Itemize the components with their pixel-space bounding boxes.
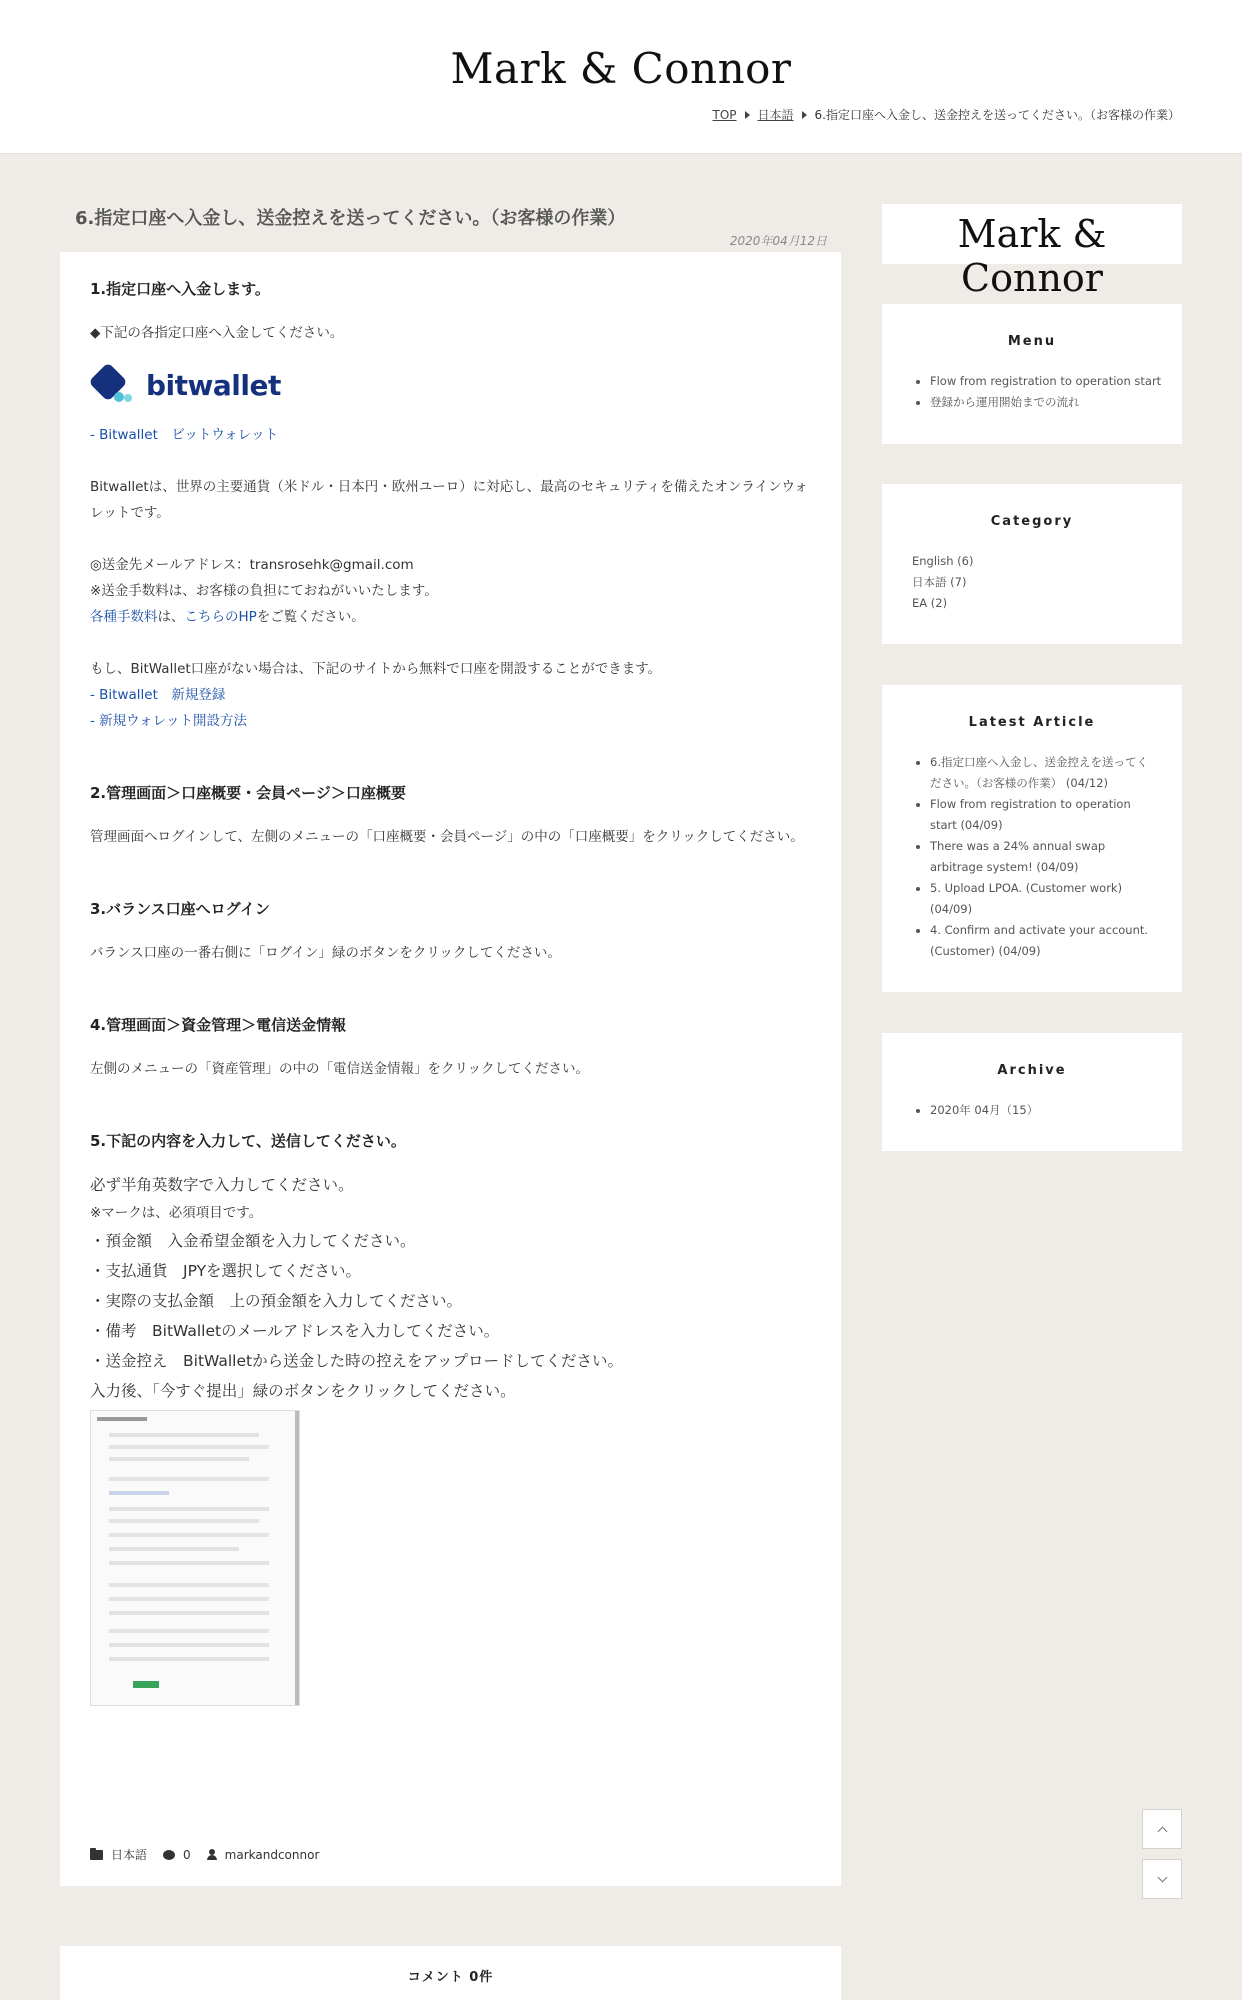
form-screenshot-thumbnail[interactable] [90,1410,300,1706]
latest-article-item[interactable]: 5. Upload LPOA. (Customer work) (04/09) [930,881,1123,916]
menu-widget [882,304,1182,444]
breadcrumb-current: 6.指定口座へ入金し、送金控えを送ってください。（お客様の作業） [814,108,1180,122]
post-category-link[interactable]: 日本語 [111,1848,148,1862]
chevron-up-icon [1157,1826,1167,1836]
comments-title: コメント 0件 [407,1970,494,1985]
instruction-line: ・支払通貨 JPYを選択してください。 [90,1262,362,1280]
post-title: 6.指定口座へ入金し、送金控えを送ってください。（お客様の作業） [75,208,626,229]
latest-article-item[interactable]: 4. Confirm and activate your account. (Customer) (04/09) [930,923,1149,958]
sidebar-logo[interactable]: Mark & Connor [957,212,1107,300]
paragraph: 左側のメニューの「資産管理」の中の「電信送金情報」をクリックしてください。 [90,1061,589,1077]
post-comment-count: 0 [183,1847,191,1862]
breadcrumb-separator-icon [802,111,807,119]
comments-section [60,1946,841,2000]
section-heading: 1.指定口座へ入金します。 [90,280,270,298]
no-account-note: もし、BitWallet口座がない場合は、下記のサイトから無料で口座を開設することができます。 [90,661,662,677]
archive-widget [882,1033,1182,1151]
instruction-line: ・預金額 入金希望金額を入力してください。 [90,1232,416,1250]
register-link[interactable]: - Bitwallet 新規登録 [90,687,226,703]
article-card [60,252,841,1886]
section-heading: 2.管理画面＞口座概要・会員ページ＞口座概要 [90,784,406,802]
section-heading: 5.下記の内容を入力して、送信してください。 [90,1132,406,1150]
fees-line: 各種手数料は、こちらのHPをご覧ください。 [90,609,365,625]
post-meta [90,1846,319,1863]
menu-item[interactable]: Flow from registration to operation start [930,374,1162,388]
instruction-line: 入力後、「今すぐ提出」緑のボタンをクリックしてください。 [90,1382,516,1400]
chevron-down-icon [1157,1872,1167,1882]
paragraph: ◆下記の各指定口座へ入金してください。 [90,325,344,341]
sidebar-logo-widget [882,204,1182,300]
instruction-line: ※マークは、必須項目です。 [90,1205,263,1221]
category-item[interactable]: English (6) [912,554,974,568]
latest-article-widget [882,685,1182,992]
fee-note: ※送金手数料は、お客様の負担にておねがいいたします。 [90,583,438,599]
category-item[interactable]: EA (2) [912,596,948,610]
category-widget [882,484,1182,644]
bitwallet-logo [90,364,812,408]
scroll-to-top-button[interactable] [1142,1809,1182,1849]
bitwallet-description: Bitwalletは、世界の主要通貨（米ドル・日本円・欧州ユーロ）に対応し、最高のセキュリティを備えたオンラインウォレットです。 [90,479,808,521]
email-line: ◎送金先メールアドレス：transrosehk@gmail.com [90,557,414,573]
bitwallet-logo-text: bitwallet [146,369,281,402]
widget-title: Menu [1007,334,1057,349]
instruction-line: ・実際の支払金額 上の預金額を入力してください。 [90,1292,463,1310]
breadcrumb-top-link[interactable]: TOP [712,107,737,122]
instruction-line: 必ず半角英数字で入力してください。 [90,1176,354,1194]
latest-article-item[interactable]: There was a 24% annual swap arbitrage system! (04/09) [930,839,1106,874]
instruction-line: ・備考 BitWalletのメールアドレスを入力してください。 [90,1322,500,1340]
section-heading: 4.管理画面＞資金管理＞電信送金情報 [90,1016,347,1034]
widget-title: Category [990,514,1074,529]
bitwallet-link[interactable]: - Bitwallet ビットウォレット [90,427,279,443]
user-icon [207,1849,217,1860]
breadcrumb-japanese-link[interactable]: 日本語 [757,108,794,122]
site-header [0,0,1242,154]
folder-icon [90,1850,103,1860]
latest-article-item[interactable]: Flow from registration to operation start (04/09) [930,797,1131,832]
post-date: 2020年04月12日 [729,234,827,248]
bitwallet-logo-icon [90,366,134,406]
paragraph: 管理画面へログインして、左側のメニューの「口座概要・会員ページ」の中の「口座概要」をクリックしてください。 [90,829,804,845]
breadcrumb-separator-icon [745,111,750,119]
article-body [90,276,812,1706]
section-heading: 3.バランス口座へログイン [90,900,270,918]
widget-title: Latest Article [968,715,1096,730]
latest-article-item[interactable]: 6.指定口座へ入金し、送金控えを送ってください。（お客様の作業） (04/12) [930,755,1148,790]
paragraph: バランス口座の一番右側に「ログイン」緑のボタンをクリックしてください。 [90,945,561,961]
archive-item[interactable]: 2020年 04月（15） [930,1103,1039,1117]
fees-link[interactable]: 各種手数料 [90,609,158,625]
howto-link[interactable]: - 新規ウォレット開設方法 [90,713,247,729]
post-author-link[interactable]: markandconnor [224,1847,320,1862]
breadcrumb [713,106,1180,123]
menu-item[interactable]: 登録から運用開始までの流れ [930,395,1080,409]
instruction-line: ・送金控え BitWalletから送金した時の控えをアップロードしてください。 [90,1352,623,1370]
category-item[interactable]: 日本語 (7) [912,575,967,589]
hp-link[interactable]: こちらのHP [184,609,257,625]
widget-title: Archive [997,1063,1067,1078]
comment-icon [163,1850,175,1860]
scroll-to-bottom-button[interactable] [1142,1859,1182,1899]
site-title[interactable]: Mark & Connor [450,44,792,93]
